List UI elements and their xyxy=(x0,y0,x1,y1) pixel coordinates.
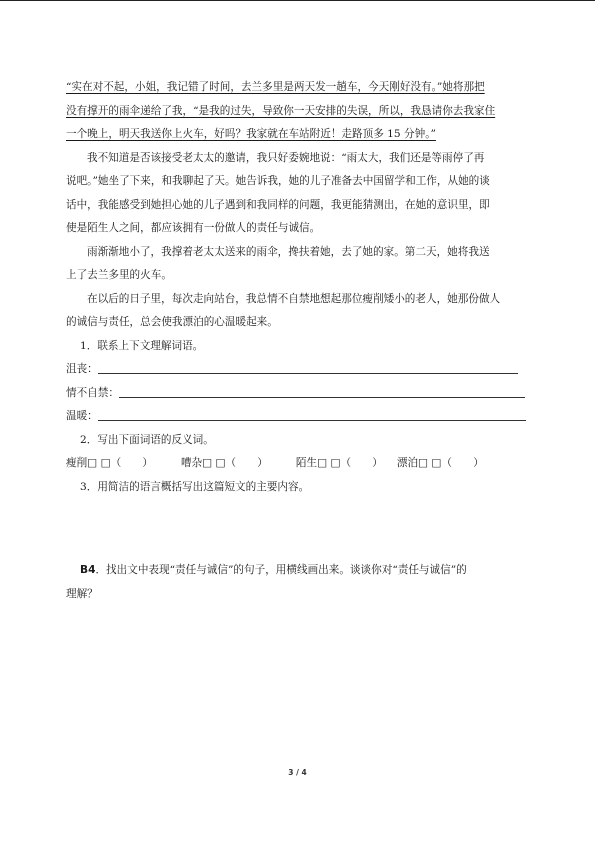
antonym-item[interactable]: 漂泊□ □（ ） xyxy=(396,457,484,469)
question-b4 xyxy=(66,559,541,606)
passage-quote-line: “实在对不起，小姐，我记错了时间，去兰多里是两天发一趟车，今天刚好没有。”她将那把 xyxy=(66,81,485,93)
passage-paragraph-line: 我不知道是否该接受老太太的邀请，我只好委婉地说：“雨太大，我们还是等雨停了再 xyxy=(87,151,485,164)
passage-paragraph-line: 话中，我能感受到她担心她的儿子遇到和我同样的问题，我更能猜测出，在她的意识里，即 xyxy=(66,198,490,211)
page-top-rule xyxy=(0,0,595,1)
term-label: 温暖： xyxy=(66,410,98,422)
antonym-item[interactable]: 瘦削□ □（ ） xyxy=(66,457,153,469)
passage-paragraph-line: 的诚信与责任，总会使我漂泊的心温暖起来。 xyxy=(66,316,278,328)
answer-blank[interactable] xyxy=(98,407,526,421)
passage-paragraph-line: 上了去兰多里的火车。 xyxy=(66,269,172,281)
question-2: 2．写出下面词语的反义词。 xyxy=(80,433,214,446)
question-3: 3．用简洁的语言概括写出这篇短文的主要内容。 xyxy=(80,480,310,493)
question-b4-label: B4 xyxy=(80,564,96,576)
question-b4-text: ．找出文中表现“责任与诚信”的句子，用横线画出来。谈谈你对“责任与诚信”的 xyxy=(95,564,467,576)
term-row xyxy=(66,358,541,382)
passage-quote-line: 没有撑开的雨伞递给了我，“是我的过失，导致你一天安排的失误，所以，我恳请你去我家住 xyxy=(66,104,496,117)
passage-paragraph-line: 使是陌生人之间，都应该拥有一份做人的责任与诚信。 xyxy=(66,222,321,234)
question-1: 1．联系上下文理解词语。 xyxy=(80,339,204,352)
term-label: 情不自禁： xyxy=(66,386,119,399)
passage-paragraph-line: 说吧。”她坐了下来，和我聊起了天。她告诉我，她的儿子准备去中国留学和工作，从她的谈 xyxy=(66,175,490,187)
answer-blank[interactable] xyxy=(119,384,525,398)
term-row xyxy=(66,382,541,406)
passage-paragraph-line: 雨渐渐地小了，我撑着老太太送来的雨伞，搀扶着她，去了她的家。第二天，她将我送 xyxy=(87,245,490,258)
question-b4-text: 理解？ xyxy=(66,587,98,600)
page-number: 3 / 4 xyxy=(288,768,307,777)
antonym-item[interactable]: 嘈杂□ □（ ） xyxy=(180,457,268,469)
passage-paragraph-line: 在以后的日子里，每次走向站台，我总情不自禁地想起那位瘦削矮小的老人，她那份做人 xyxy=(87,292,501,305)
term-label: 沮丧： xyxy=(66,363,98,375)
antonym-row xyxy=(66,452,541,476)
answer-blank[interactable] xyxy=(98,360,518,374)
antonym-item[interactable]: 陌生□ □（ ） xyxy=(295,457,383,469)
passage-quote-line: 一个晚上，明天我送你上火车，好吗？我家就在车站附近！走路顶多 15 分钟。” xyxy=(66,128,436,140)
page-content xyxy=(66,76,541,606)
term-row xyxy=(66,405,541,429)
